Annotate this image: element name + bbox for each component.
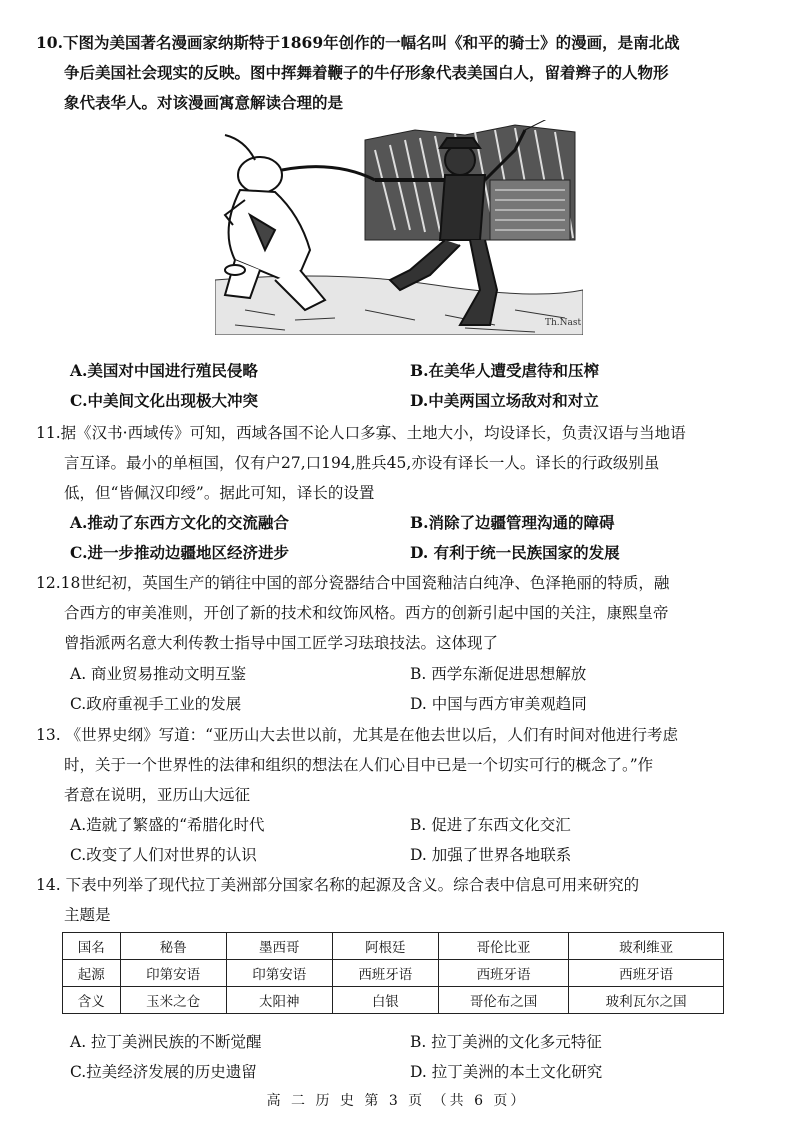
knight-of-peace-cartoon xyxy=(215,120,583,335)
table-cell: 西班牙语 xyxy=(569,960,724,987)
option-d[interactable]: D.中美两国立场敌对和对立 xyxy=(410,391,599,410)
question-text-line: 争后美国社会现实的反映。图中挥舞着鞭子的牛仔形象代表美国白人，留着辫子的人物形 xyxy=(64,63,669,82)
table-cell: 西班牙语 xyxy=(438,960,568,987)
table-cell: 太阳神 xyxy=(226,987,332,1014)
table-cell: 秘鲁 xyxy=(120,933,226,960)
question-11-stem xyxy=(36,418,756,508)
option-b[interactable]: B.在美华人遭受虐待和压榨 xyxy=(410,361,599,380)
option-b[interactable]: B. 西学东渐促进思想解放 xyxy=(410,665,587,683)
question-text-line: 合西方的审美准则，开创了新的技术和纹饰风格。西方的创新引起中国的关注，康熙皇帝 xyxy=(64,604,669,622)
table-row xyxy=(63,987,724,1014)
question-text-line: 12.18世纪初，英国生产的销往中国的部分瓷器结合中国瓷釉洁白纯净、色泽艳丽的特质，融 xyxy=(36,574,670,592)
question-text-line: 者意在说明，亚历山大远征 xyxy=(64,786,251,804)
question-text-line: 曾指派两名意大利传教士指导中国工匠学习珐琅技法。这体现了 xyxy=(64,634,499,652)
option-a[interactable]: A.推动了东西方文化的交流融合 xyxy=(70,513,289,532)
table-row xyxy=(63,960,724,987)
question-12-options xyxy=(70,659,760,719)
question-text-line: 主题是 xyxy=(64,906,111,924)
question-text-line: 低，但“皆佩汉印绶”。据此可知，译长的设置 xyxy=(64,484,375,502)
question-13-stem xyxy=(36,720,756,810)
svg-text:Th.Nast: Th.Nast xyxy=(545,318,582,328)
table-cell: 哥伦比亚 xyxy=(438,933,568,960)
question-text-line: 言互译。最小的单桓国，仅有户27,口194,胜兵45,亦设有译长一人。译长的行政级别虽 xyxy=(64,454,660,472)
option-b[interactable]: B. 促进了东西文化交汇 xyxy=(410,816,571,834)
country-name-table xyxy=(62,932,724,1014)
page-footer: 高 二 历 史 第 3 页 （共 6 页） xyxy=(266,1093,528,1109)
option-d[interactable]: D. 中国与西方审美观趋同 xyxy=(410,695,587,713)
table-cell: 哥伦布之国 xyxy=(438,987,568,1014)
option-a[interactable]: A. 商业贸易推动文明互鉴 xyxy=(70,665,247,683)
option-d[interactable]: D. 有利于统一民族国家的发展 xyxy=(410,543,620,562)
table-cell: 玉米之仓 xyxy=(120,987,226,1014)
option-a[interactable]: A.造就了繁盛的“希腊化时代 xyxy=(70,816,265,834)
question-text-line: 时，关于一个世界性的法律和组织的想法在人们心目中已是一个切实可行的概念了。”作 xyxy=(64,756,654,774)
option-b[interactable]: B.消除了边疆管理沟通的障碍 xyxy=(410,513,615,532)
question-text-line: 象代表华人。对该漫画寓意解读合理的是 xyxy=(64,93,344,112)
option-a[interactable]: A. 拉丁美洲民族的不断觉醒 xyxy=(70,1033,262,1051)
question-14-options xyxy=(70,1027,760,1087)
question-13-options xyxy=(70,810,760,870)
table-cell: 印第安语 xyxy=(120,960,226,987)
option-c[interactable]: C.拉美经济发展的历史遗留 xyxy=(70,1063,257,1081)
option-b[interactable]: B. 拉丁美洲的文化多元特征 xyxy=(410,1033,602,1051)
question-11-options xyxy=(70,508,760,568)
table-cell: 国名 xyxy=(63,933,121,960)
table-cell: 玻利瓦尔之国 xyxy=(569,987,724,1014)
table-cell: 西班牙语 xyxy=(332,960,438,987)
option-d[interactable]: D. 加强了世界各地联系 xyxy=(410,846,572,864)
option-c[interactable]: C.改变了人们对世界的认识 xyxy=(70,846,257,864)
table-cell: 起源 xyxy=(63,960,121,987)
table-row xyxy=(63,933,724,960)
table-cell: 玻利维亚 xyxy=(569,933,724,960)
question-14-stem xyxy=(36,870,756,930)
table-cell: 含义 xyxy=(63,987,121,1014)
table-cell: 印第安语 xyxy=(226,960,332,987)
question-10-options xyxy=(70,356,760,416)
table-cell: 阿根廷 xyxy=(332,933,438,960)
table-cell: 墨西哥 xyxy=(226,933,332,960)
question-text-line: 14. 下表中列举了现代拉丁美洲部分国家名称的起源及含义。综合表中信息可用来研究的 xyxy=(36,876,640,894)
question-text-line: 10.下图为美国著名漫画家纳斯特于1869年创作的一幅名叫《和平的骑士》的漫画，是南北战 xyxy=(36,33,680,52)
question-10-stem xyxy=(36,28,756,118)
option-d[interactable]: D. 拉丁美洲的本土文化研究 xyxy=(410,1063,603,1081)
option-c[interactable]: C.中美间文化出现极大冲突 xyxy=(70,391,258,410)
option-a[interactable]: A.美国对中国进行殖民侵略 xyxy=(70,361,258,380)
option-c[interactable]: C.政府重视手工业的发展 xyxy=(70,695,242,713)
question-text-line: 13. 《世界史纲》写道：“亚历山大去世以前，尤其是在他去世以后，人们有时间对他进行考虑 xyxy=(36,726,679,744)
question-text-line: 11.据《汉书·西域传》可知，西域各国不论人口多寡、土地大小，均设译长，负责汉语与当地语 xyxy=(36,424,686,442)
question-12-stem xyxy=(36,568,756,658)
option-c[interactable]: C.进一步推动边疆地区经济进步 xyxy=(70,543,289,562)
table-cell: 白银 xyxy=(332,987,438,1014)
